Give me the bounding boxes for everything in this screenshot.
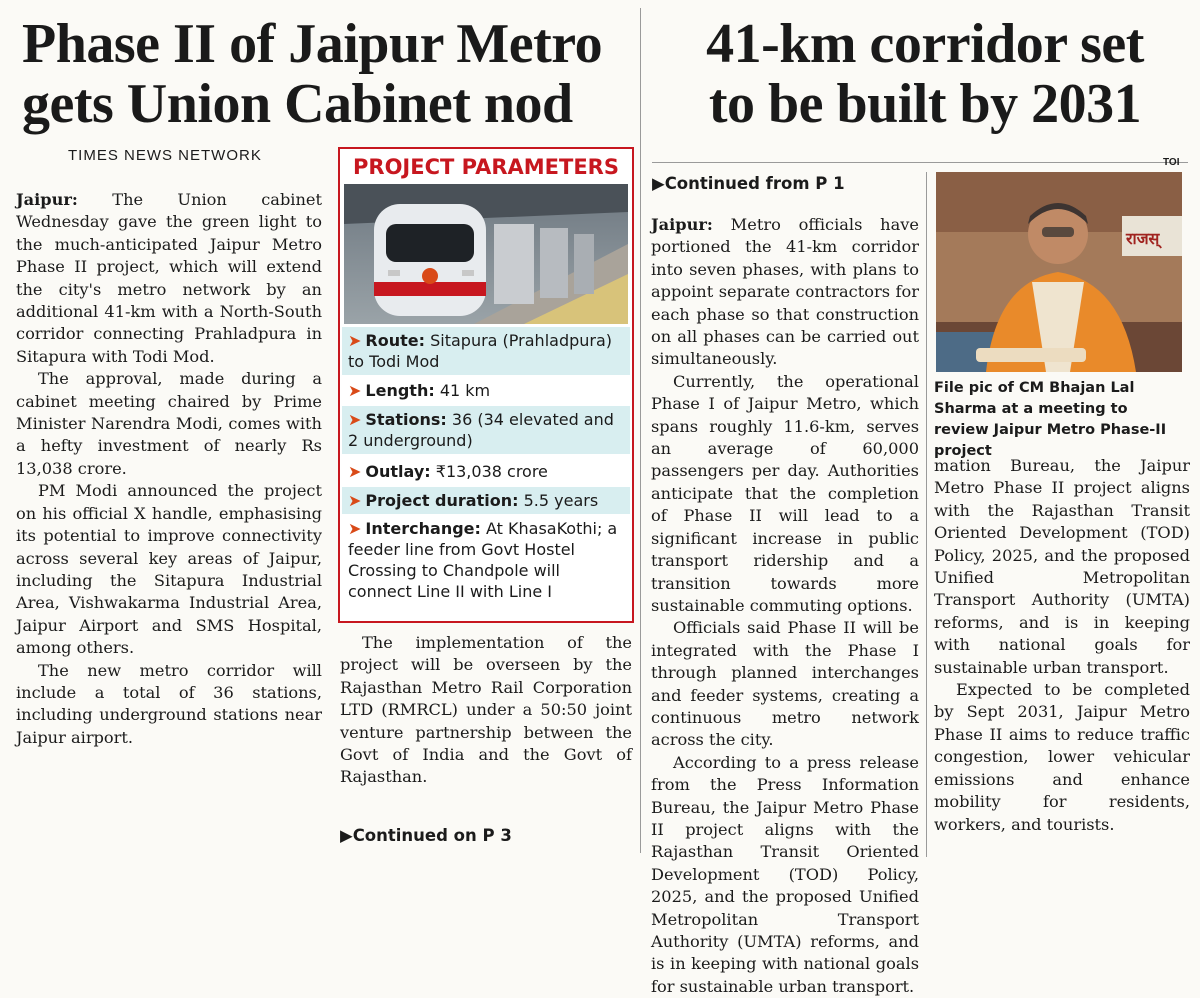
left-column-1 [16, 189, 322, 857]
metro-train-image [344, 184, 628, 324]
param-duration: ➤ Project duration: 5.5 years [342, 487, 630, 514]
right-headline-line2: to be built by 2031 [708, 73, 1142, 135]
byline: TIMES NEWS NETWORK [68, 147, 262, 164]
column-divider [926, 172, 927, 857]
right-column-2 [934, 455, 1190, 857]
left-para-1: Jaipur: The Union cabinet Wednesday gave the green light to the much-anticipated Jaipur Metro Phase II project, which will extend the city's metro network by an additional 41-km with a North-South corridor connecting Prahladpura in Sitapura with Todi Mod. [16, 190, 322, 366]
dateline: Jaipur: [16, 190, 78, 209]
right-para-4: According to a press release from the Press Information Bureau, the Jaipur Metro Phase II project aligns with the Rajasthan Transit Oriented Development (TOD) Policy, 2025, and the proposed Unified Metropolitan Transport Authority (UMTA) reforms, and is in keeping with national goals for sustainable urban transport. [651, 752, 919, 996]
dateline: Jaipur: [651, 215, 713, 234]
right-para-3: Officials said Phase II will be integrated with the Phase I through planned interchanges and feeder systems, creating a continuous metro network across the city. [651, 618, 919, 750]
left-column-2 [340, 632, 632, 812]
section-rule [652, 162, 1188, 163]
arrow-icon: ➤ [348, 491, 362, 510]
column-divider [640, 8, 641, 853]
left-headline [22, 14, 627, 134]
left-para-3: PM Modi announced the project on his official X handle, emphasising its potential to improve connectivity across several key areas of Jaipur, including the Sitapura Industrial Area, Vishwakarma Industrial Area, Jaipur Airport and SMS Hospital, among others. [16, 481, 322, 658]
arrow-icon: ➤ [348, 410, 362, 429]
metro-train-photo [344, 184, 628, 324]
right-para-5: Expected to be completed by Sept 2031, Jaipur Metro Phase II aims to reduce traffic congestion, lower vehicular emissions and enhance mobility for residents, workers, and tourists. [934, 680, 1190, 834]
arrow-icon: ➤ [348, 519, 362, 538]
right-headline [660, 14, 1190, 134]
param-interchange: ➤ Interchange: At KhasaKothi; a feeder line from Govt Hostel Crossing to Chandpole will connect Line II with Line I [348, 519, 618, 601]
left-para-5: The implementation of the project will be overseen by the Rajasthan Metro Rail Corporation LTD (RMRCL) under a 50:50 joint venture partnership between the Govt of India and the Govt of Rajasthan. [340, 633, 632, 787]
arrow-icon: ➤ [348, 381, 362, 400]
param-outlay: ➤ Outlay: ₹13,038 crore [348, 462, 548, 481]
svg-text:राजस्: राजस् [1126, 229, 1160, 248]
right-headline-line1: 41-km corridor set [706, 13, 1144, 75]
continued-on-link[interactable]: ▶Continued on P 3 [340, 826, 512, 845]
arrow-icon: ➤ [348, 462, 362, 481]
left-para-2: The approval, made during a cabinet meeting chaired by Prime Minister Narendra Modi, comes with a hefty investment of nearly Rs 13,038 crore. [16, 369, 322, 478]
right-para-4-cont: mation Bureau, the Jaipur Metro Phase II project aligns with the Rajasthan Transit Oriented Development (TOD) Policy, 2025, and the proposed Unified Metropolitan Transport Authority (UMTA) reforms, and is in keeping with national goals for sustainable urban transport. [934, 456, 1190, 677]
right-column-1 [651, 214, 919, 996]
continued-from-link[interactable]: ▶Continued from P 1 [652, 174, 845, 193]
photo-caption: File pic of CM Bhajan Lal Sharma at a meeting to review Jaipur Metro Phase-II project [934, 380, 1167, 459]
right-para-1: Jaipur: Metro officials have portioned the 41-km corridor into seven phases, with plans to appoint separate contractors for each phase so that construction on all phases can be carried out simultaneously. [651, 215, 919, 369]
left-headline-line2: gets Union Cabinet nod [22, 73, 573, 135]
cm-photo-image [936, 172, 1182, 372]
arrow-icon: ➤ [348, 331, 362, 350]
photo-credit: TOI [1163, 157, 1180, 168]
param-stations: ➤ Stations: 36 (34 elevated and 2 underground) [342, 406, 630, 454]
right-para-2: Currently, the operational Phase I of Jaipur Metro, which spans roughly 11.6-km, serves an average of 60,000 passengers per day. Authorities anticipate that the completion of Phase II will lead to a significant increase in public transport ridership and a transition towards more sustainable commuting options. [651, 371, 919, 615]
left-headline-line1: Phase II of Jaipur Metro [22, 13, 603, 75]
project-parameters-title: PROJECT PARAMETERS [353, 155, 619, 179]
left-para-4: The new metro corridor will include a total of 36 stations, including underground stations near Jaipur airport. [16, 660, 322, 747]
param-route: ➤ Route: Sitapura (Prahladpura) to Todi Mod [342, 327, 630, 375]
param-length: ➤ Length: 41 km [348, 381, 491, 400]
cm-photo [936, 172, 1182, 372]
